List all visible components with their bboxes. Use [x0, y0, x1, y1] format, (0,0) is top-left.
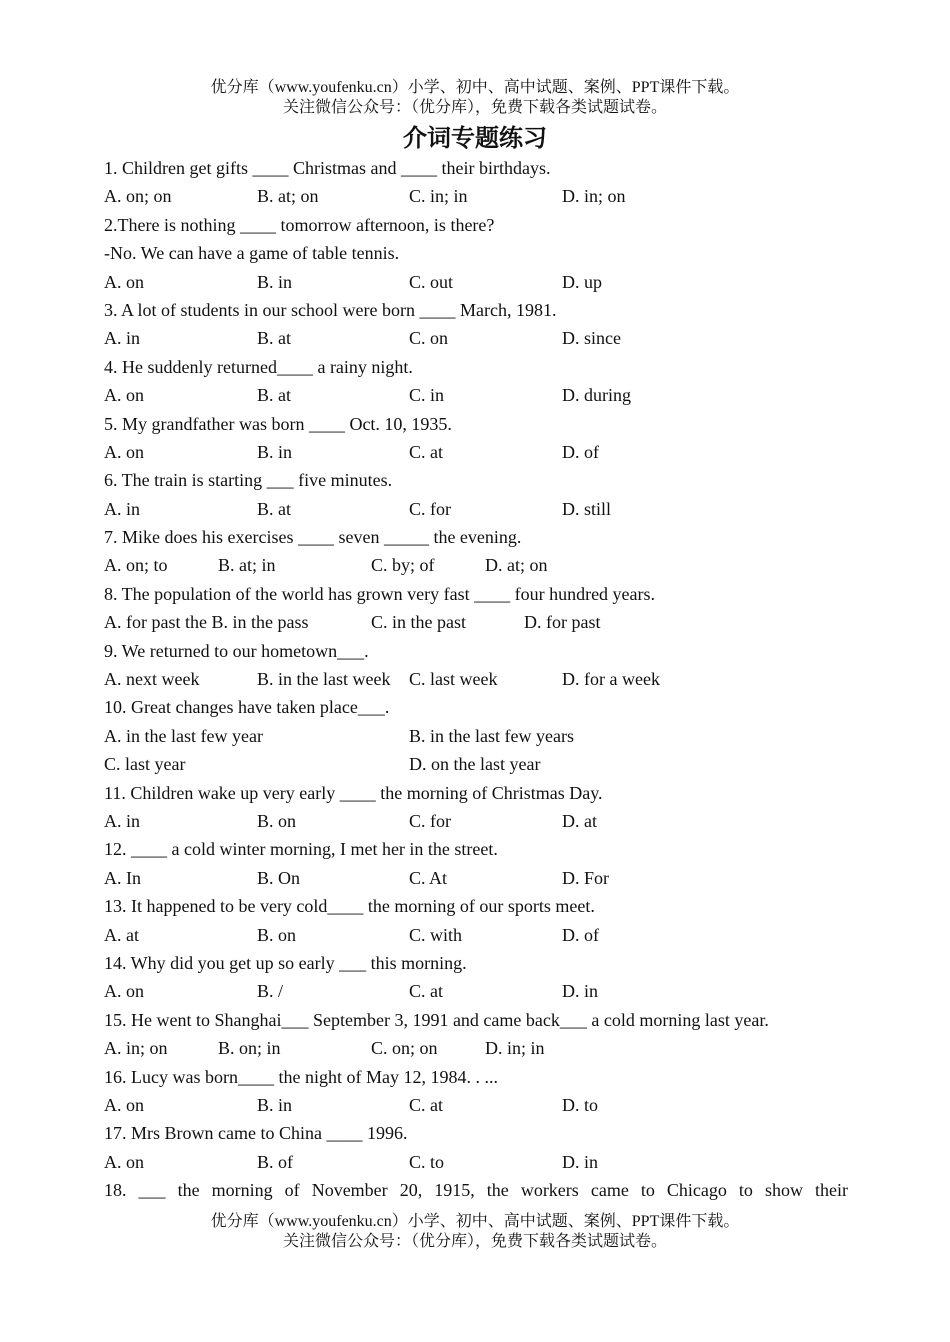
option: B. on: [257, 924, 297, 945]
options-9: [104, 665, 848, 693]
option: A. at: [104, 924, 139, 945]
question-12: 12. ____ a cold winter morning, I met her in the street.: [104, 839, 498, 860]
options-11: [104, 807, 848, 835]
question-10: 10. Great changes have taken place___.: [104, 697, 390, 718]
question-16: 16. Lucy was born____ the night of May 12, 1984. . ...: [104, 1066, 498, 1087]
option: C. in the past: [371, 612, 466, 633]
option: D. in: [562, 981, 598, 1002]
options-14: [104, 977, 848, 1005]
option: A. on; on: [104, 186, 172, 207]
options-8: [104, 608, 848, 636]
footer-line-2: 关注微信公众号：（优分库），免费下载各类试题试卷。: [282, 1233, 667, 1250]
option: B. on; in: [218, 1038, 281, 1059]
options-15: [104, 1034, 848, 1062]
option: C. on; on: [371, 1038, 438, 1059]
option: C. in; in: [409, 186, 468, 207]
question-17: 17. Mrs Brown came to China ____ 1996.: [104, 1123, 408, 1144]
option: C. at: [409, 441, 443, 462]
footer-line-1: 优分库（www.youfenku.cn）小学、初中、高中试题、案例、PPT课件下载。: [210, 1213, 740, 1230]
option: B. at; on: [257, 186, 319, 207]
question-13: 13. It happened to be very cold____ the morning of our sports meet.: [104, 896, 595, 917]
option: B. On: [257, 867, 301, 888]
option: D. still: [562, 498, 612, 519]
option: A. on; to: [104, 555, 168, 576]
option: A. on: [104, 441, 144, 462]
question-2-reply: -No. We can have a game of table tennis.: [104, 243, 400, 264]
option: D. in; in: [485, 1038, 545, 1059]
option: D. at; on: [485, 555, 548, 576]
question-11: 11. Children wake up very early ____ the morning of Christmas Day.: [104, 782, 603, 803]
option: C. last week: [409, 669, 498, 690]
option: B. /: [257, 981, 284, 1002]
option: A. in: [104, 498, 140, 519]
header-line-2: 关注微信公众号：（优分库），免费下载各类试题试卷。: [282, 99, 667, 116]
question-1: 1. Children get gifts ____ Christmas and ____ their birthdays.: [104, 158, 551, 178]
option: B. at: [257, 498, 291, 519]
question-3: 3. A lot of students in our school were born ____ March, 1981.: [104, 299, 557, 320]
option: C. at: [409, 981, 443, 1002]
option: C. in: [409, 385, 445, 406]
header-line-1: 优分库（www.youfenku.cn）小学、初中、高中试题、案例、PPT课件下载。: [210, 79, 740, 96]
options-7: [104, 551, 848, 579]
option: A. on: [104, 271, 144, 292]
option: C. by; of: [371, 555, 435, 576]
option: B. in the last few years: [409, 725, 574, 746]
options-17: [104, 1148, 848, 1176]
option: D. on the last year: [409, 754, 541, 775]
option: C. last year: [104, 754, 186, 775]
question-15: 15. He went to Shanghai___ September 3, 1991 and came back___ a cold morning last year.: [104, 1009, 769, 1030]
option: A. for past the B. in the pass: [104, 612, 309, 633]
option: C. for: [409, 498, 451, 519]
option: B. at: [257, 385, 291, 406]
option: B. in: [257, 441, 293, 462]
question-8: 8. The population of the world has grown very fast ____ four hundred years.: [104, 583, 656, 604]
options-10-row-1: [104, 722, 848, 750]
option: D. of: [562, 924, 599, 945]
option: D. in; on: [562, 186, 626, 207]
option: C. out: [409, 271, 454, 292]
question-list: [104, 154, 848, 1204]
options-6: [104, 495, 848, 523]
option: B. in: [257, 271, 293, 292]
question-5: 5. My grandfather was born ____ Oct. 10, 1935.: [104, 413, 452, 434]
options-3: [104, 324, 848, 352]
option: C. on: [409, 328, 449, 349]
option: D. For: [562, 867, 610, 888]
option: A. on: [104, 385, 144, 406]
option: D. during: [562, 385, 631, 406]
options-16: [104, 1091, 848, 1119]
option: D. to: [562, 1094, 598, 1115]
option: D. since: [562, 328, 621, 349]
option: A. in the last few year: [104, 725, 263, 746]
question-4: 4. He suddenly returned____ a rainy night.: [104, 356, 413, 377]
document-title: 介词专题练习: [403, 124, 547, 152]
question-9: 9. We returned to our hometown___.: [104, 640, 369, 661]
option: A. on: [104, 1094, 144, 1115]
option: B. at; in: [218, 555, 276, 576]
option: A. on: [104, 981, 144, 1002]
question-18: 18. ___ the morning of November 20, 1915, the workers came to Chicago to show their: [104, 1180, 848, 1201]
option: A. in: [104, 810, 140, 831]
options-10-row-2: [104, 750, 848, 778]
option: B. of: [257, 1151, 293, 1172]
page-footer: [0, 1212, 950, 1252]
option: B. on: [257, 810, 297, 831]
question-2: 2.There is nothing ____ tomorrow afternoon, is there?: [104, 214, 495, 235]
option: D. in: [562, 1151, 598, 1172]
option: D. for past: [524, 612, 601, 633]
option: B. at: [257, 328, 291, 349]
option: B. in the last week: [257, 669, 391, 690]
options-12: [104, 864, 848, 892]
option: C. for: [409, 810, 451, 831]
options-4: [104, 381, 848, 409]
option: C. to: [409, 1151, 445, 1172]
question-6: 6. The train is starting ___ five minutes.: [104, 470, 393, 491]
option: A. In: [104, 867, 141, 888]
option: A. next week: [104, 669, 200, 690]
option: C. At: [409, 867, 448, 888]
page-header: [0, 78, 950, 118]
option: D. for a week: [562, 669, 660, 690]
option: B. in: [257, 1094, 293, 1115]
option: C. with: [409, 924, 463, 945]
option: D. up: [562, 271, 602, 292]
option: A. in; on: [104, 1038, 168, 1059]
option: D. of: [562, 441, 599, 462]
options-13: [104, 921, 848, 949]
question-14: 14. Why did you get up so early ___ this morning.: [104, 952, 467, 973]
options-1: [104, 182, 848, 210]
option: D. at: [562, 810, 597, 831]
option: A. on: [104, 1151, 144, 1172]
option: A. in: [104, 328, 140, 349]
options-2: [104, 268, 848, 296]
option: C. at: [409, 1094, 443, 1115]
options-5: [104, 438, 848, 466]
question-7: 7. Mike does his exercises ____ seven _____ the evening.: [104, 527, 522, 548]
